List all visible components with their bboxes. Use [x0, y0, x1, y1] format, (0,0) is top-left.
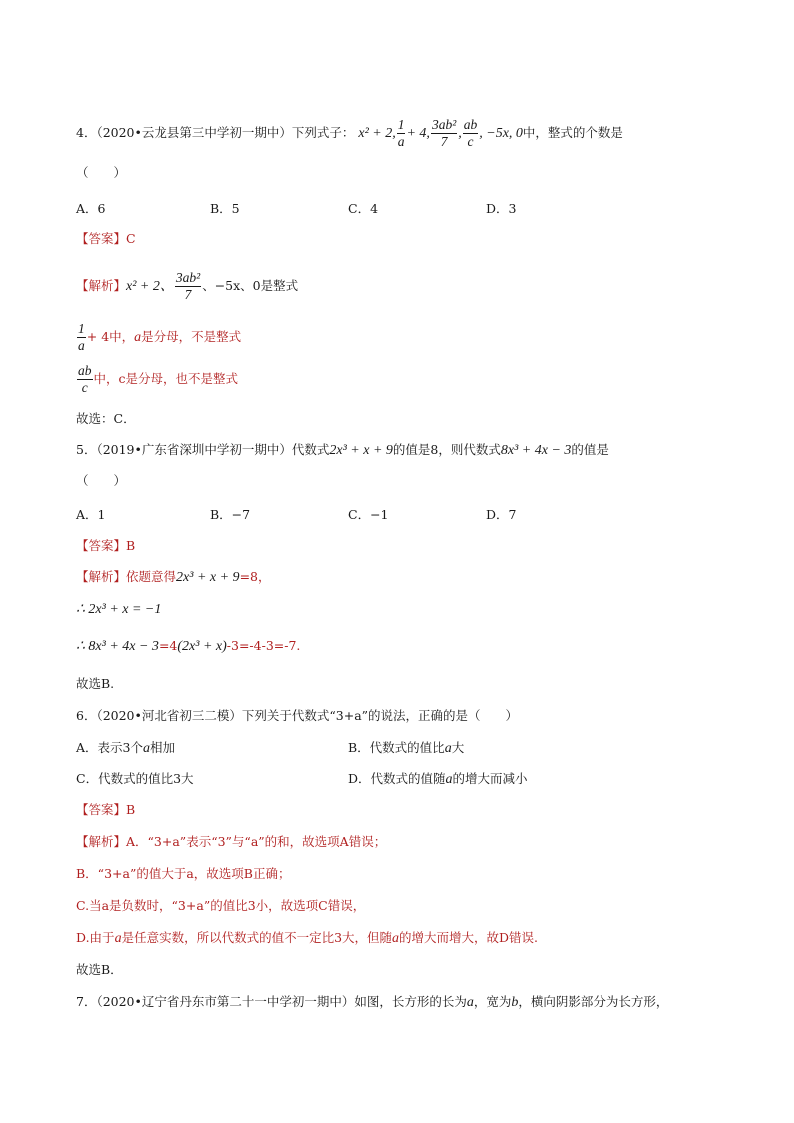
q4-frac3-den: c: [467, 134, 474, 149]
q6-analysis-line2: B．“3+a”的值大于a，故选项B正确；: [76, 866, 291, 881]
q6-analysis-line1: [76, 833, 386, 851]
q6-analysis-label: 【解析】: [76, 834, 127, 849]
q5-tail: 的值是: [571, 442, 609, 457]
q4-analysis-l1-b: 、−5x、0是整式: [202, 278, 299, 293]
q4-comma: ,: [458, 126, 462, 141]
q4-analysis-line2: [76, 321, 241, 354]
q5-analysis-l1-text: 依题意得: [126, 569, 177, 584]
q4-answer-value: C: [126, 231, 136, 246]
q6-analysis-l4-c: 的增大而增大，故D错误.: [399, 930, 539, 945]
q4-frac2: [431, 117, 457, 150]
q5-option-a: A．1: [76, 507, 106, 522]
q6-option-a: [76, 738, 175, 757]
q6-option-c: C．代数式的值比3大: [76, 771, 194, 786]
q4-frac1: [397, 117, 406, 150]
q4-expr-lead: x² + 2,: [358, 126, 396, 141]
q6-option-b: [348, 738, 464, 757]
q6-answer-value: B: [126, 802, 136, 817]
q5-analysis-l2: ∴ 2x³ + x = −1: [76, 602, 162, 617]
q4-tail-text: 中，整式的个数是: [522, 125, 623, 140]
q5-paren: （ ）: [76, 473, 127, 488]
q4-analysis-l2-frac-num: 1: [78, 321, 85, 336]
q6-optB-pre: B．代数式的值比: [348, 740, 445, 755]
q4-option-c: C．4: [348, 201, 379, 216]
q6-optD-post: 的增大而减小: [452, 771, 528, 786]
q6-optD-var: a: [445, 772, 453, 787]
q4-analysis-l2-frac-den: a: [78, 338, 85, 353]
q5-option-b: B．−7: [210, 507, 251, 522]
q6-stem-text: （2020•河北省初三二模）下列关于代数式“3+a”的说法，正确的是（ ）: [96, 708, 519, 723]
q5-analysis-l1-expr: 2x³ + x + 9: [176, 570, 240, 585]
q7-text-c: ，横向阴影部分为长方形，: [518, 994, 669, 1009]
q5-answer-label: 【答案】: [76, 538, 127, 553]
q6-answer-label: 【答案】: [76, 802, 127, 817]
q4-conclusion: 故选：C．: [76, 411, 136, 426]
q5-stem: [76, 441, 609, 460]
q5-mid: 的值是8，则代数式: [392, 442, 501, 457]
q7-text-a: （2020•辽宁省丹东市第二十一中学初一期中）如图，长方形的长为: [96, 994, 467, 1009]
q5-expr1: 2x³ + x + 9: [329, 443, 393, 458]
q4-option-d: D．3: [486, 201, 517, 216]
q4-analysis-frac-num: 3ab²: [175, 270, 201, 285]
q4-analysis-l3-frac: [77, 363, 93, 396]
q4-source: （2020•云龙县第三中学初一期中）下列式子：: [96, 125, 355, 140]
q4-tail-expr: , −5x, 0: [479, 126, 523, 141]
q4-frac2-den: 7: [440, 134, 448, 149]
q4-frac1-num: 1: [397, 117, 405, 132]
q4-analysis-l3-frac-num: ab: [78, 363, 92, 378]
q6-conclusion: 故选B．: [76, 962, 123, 977]
q6-analysis-l4-b: 是任意实数，所以代数式的值不一定比3大，但随: [121, 930, 393, 945]
q4-paren: （ ）: [76, 165, 127, 180]
q4-analysis-label: 【解析】: [76, 278, 127, 293]
q5-analysis-l3-c: -3=-4-3=-7.: [226, 638, 301, 653]
q4-frac2-num: 3ab²: [431, 117, 457, 132]
q4-analysis-l1-a: x² + 2、: [126, 279, 174, 294]
q6-analysis-l4-a: D.由于: [76, 930, 115, 945]
q4-analysis-frac: [175, 270, 201, 303]
q5-source: （2019•广东省深圳中学初一期中）代数式: [96, 442, 330, 457]
q4-option-b: B．5: [210, 201, 240, 216]
q5-analysis-l1-tail: =8，: [239, 569, 271, 584]
q5-analysis-line2: [76, 600, 161, 619]
q5-option-d: D．7: [486, 507, 517, 522]
q4-frac3: [463, 117, 479, 150]
q6-analysis-l1: A．“3+a”表示“3”与“a”的和，故选项A错误；: [126, 834, 387, 849]
q7-var-a: a: [466, 995, 474, 1010]
q4-analysis-l3-text: 中，c是分母，也不是整式: [93, 371, 239, 386]
q4-analysis-frac-den: 7: [184, 287, 192, 302]
q5-analysis-l3-b: =4: [158, 638, 178, 653]
q4-mid1: + 4,: [406, 126, 430, 141]
q5-analysis-l3-paren: (2x³ + x): [177, 639, 227, 654]
q4-analysis-l2-var: a: [134, 330, 142, 345]
q7-number: 7．: [76, 994, 97, 1009]
q6-answer: [76, 801, 135, 819]
q4-frac3-num: ab: [463, 117, 478, 132]
q4-analysis-l2-frac: [77, 321, 86, 354]
q5-expr2: 8x³ + 4x − 3: [500, 443, 572, 458]
q7-text-b: ，宽为: [473, 994, 512, 1009]
q4-analysis-l2-text2: 是分母，不是整式: [141, 329, 242, 344]
q4-stem: [76, 117, 623, 150]
q6-number: 6．: [76, 708, 97, 723]
q5-analysis-line3: [76, 637, 300, 656]
q6-optD-pre: D．代数式的值随: [348, 771, 446, 786]
q6-analysis-l4-var: a: [114, 931, 122, 946]
q5-answer-value: B: [126, 538, 136, 553]
q5-answer: [76, 537, 135, 555]
q6-analysis-line4: [76, 929, 538, 948]
q5-option-c: C．−1: [348, 507, 389, 522]
q5-conclusion: 故选B.: [76, 676, 115, 691]
q4-option-a: A．6: [76, 201, 106, 216]
q6-analysis-line3: C.当a是负数时，“3+a”的值比3小，故选项C错误，: [76, 898, 366, 913]
q6-stem: [76, 707, 518, 725]
q7-var-b: b: [511, 995, 519, 1010]
q4-analysis-line1: [76, 270, 298, 303]
q6-analysis-l4-var2: a: [392, 931, 400, 946]
q4-analysis-l2-text1: + 4中，: [86, 329, 135, 344]
q6-optB-var: a: [444, 741, 452, 756]
q6-optA-var: a: [142, 741, 150, 756]
q6-optA-pre: A．表示3个: [76, 740, 143, 755]
q4-number: 4．: [76, 125, 97, 140]
q4-frac1-den: a: [397, 134, 405, 149]
q6-optB-post: 大: [451, 740, 465, 755]
q5-number: 5．: [76, 442, 97, 457]
q4-analysis-l3-frac-den: c: [81, 380, 88, 395]
q4-analysis-line3: [76, 363, 238, 396]
q5-analysis-line1: [76, 568, 271, 587]
q6-option-d: [348, 769, 528, 788]
q4-answer: [76, 230, 136, 248]
q7-stem: [76, 993, 668, 1012]
q6-optA-post: 相加: [149, 740, 175, 755]
q4-answer-label: 【答案】: [76, 231, 127, 246]
q5-analysis-label: 【解析】: [76, 569, 127, 584]
q5-analysis-l3-a: ∴ 8x³ + 4x − 3: [76, 639, 159, 654]
